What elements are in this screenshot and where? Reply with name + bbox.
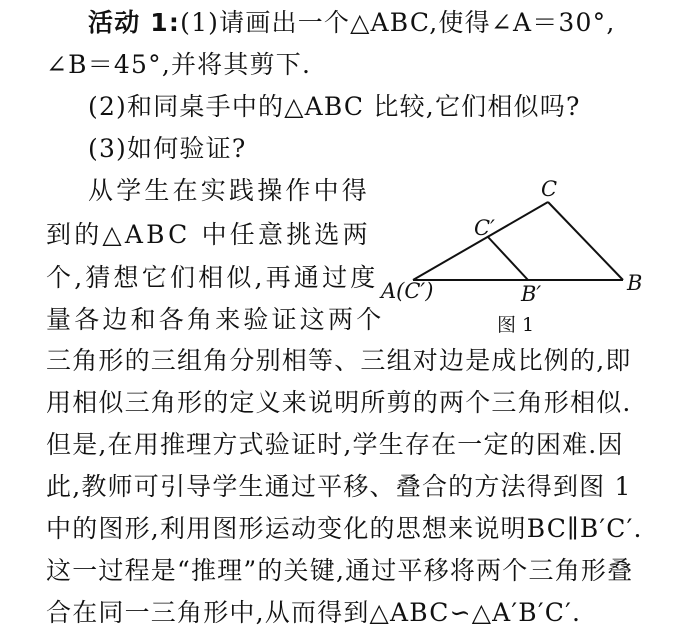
text-line-10: 用相似三角形的定义来说明所剪的两个三角形相似. [46, 388, 632, 417]
text-line-2: ∠B＝45°,并将其剪下. [46, 50, 312, 79]
text-line-7: 个,猜想它们相似,再通过度 [46, 263, 379, 292]
text-line-12: 此,教师可引导学生通过平移、叠合的方法得到图 1 [46, 472, 632, 501]
text-line-14: 这一过程是“推理”的关键,通过平移将两个三角形叠 [46, 556, 634, 585]
label-c-prime: C′ [474, 216, 495, 240]
text-line-5: 从学生在实践操作中得 [88, 176, 371, 205]
text-line-3: (2)和同桌手中的△ABC 比较,它们相似吗? [88, 92, 581, 121]
side-ac [413, 202, 548, 280]
label-c: C [541, 177, 558, 201]
segment-cp-bp [488, 237, 528, 280]
activity-label: 活动 1: [88, 8, 181, 37]
figure-caption: 图 1 [497, 314, 535, 336]
triangle-figure [375, 170, 675, 345]
text-line-9: 三角形的三组角分别相等、三组对边是成比例的,即 [46, 346, 632, 375]
text-line-11: 但是,在用推理方式验证时,学生存在一定的困难.因 [46, 430, 624, 459]
activity-part-1: (1)请画出一个△ABC,使得∠A＝30°, [180, 8, 616, 37]
text-line-8: 量各边和各角来验证这两个 [46, 305, 385, 334]
text-line-6: 到的△ABC 中任意挑选两 [46, 220, 371, 249]
side-cb [548, 202, 623, 280]
text-line-4: (3)如何验证? [88, 134, 247, 163]
label-a-c-prime: A(C′) [381, 279, 434, 303]
text-line-1 [88, 8, 615, 38]
label-b: B [627, 271, 643, 295]
text-line-15: 合在同一三角形中,从而得到△ABC∽△A′B′C′. [46, 598, 582, 627]
text-line-13: 中的图形,利用图形运动变化的思想来说明BC∥B′C′. [46, 514, 643, 543]
label-b-prime: B′ [521, 282, 542, 306]
